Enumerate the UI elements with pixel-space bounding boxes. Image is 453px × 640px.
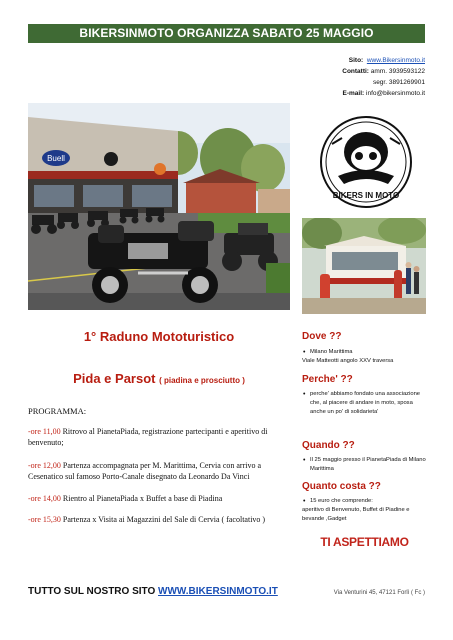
site-link[interactable]: www.Bikersinmoto.it <box>366 57 425 64</box>
dealership-photo <box>28 103 290 310</box>
buell-sign: Buell <box>47 154 65 163</box>
logo-text: BIKERS IN MOTO <box>332 191 400 200</box>
perche-heading: Perche' ?? <box>302 374 353 385</box>
program-item: -ore 12,00 Partenza accompagnata per M. Marittima, Cervia con arrivo a Cesenatico sul famoso Porto-Canale disegnato da Leonardo Da Vinci <box>28 461 262 481</box>
dove-heading: Dove ?? <box>302 331 342 342</box>
program-item: -ore 14,00 Rientro al PianetaPiada x Buffet a base di Piadina <box>28 494 223 503</box>
contact-segr: segr. 3891269901 <box>372 79 425 86</box>
perche-info: • perche' abbiamo fondato una associazione che, al piacere di andare in moto, sposa anche un po' di solidarieta' <box>302 390 427 417</box>
header-banner: BIKERSINMOTO ORGANIZZA SABATO 25 MAGGIO <box>28 24 425 43</box>
program-item: -ore 11,00 Ritrovo al PianetaPiada, registrazione partecipanti e aperitivo di benvenuto; <box>28 427 268 447</box>
email-label: E-mail: <box>342 90 365 97</box>
contacts-label: Contatti: <box>342 68 369 75</box>
quando-heading: Quando ?? <box>302 440 355 451</box>
quando-info: • Il 25 maggio presso il PianetaPiada di Milano Marittima <box>302 456 427 474</box>
contact-amm: amm. 3939593122 <box>370 68 425 75</box>
event-subtitle-note: ( piadina e prosciutto ) <box>159 376 245 385</box>
event-subtitle <box>28 371 290 386</box>
event-subtitle-main: Pida e Parsot <box>73 371 156 386</box>
site-label: Sito: <box>348 57 364 64</box>
costa-heading: Quanto costa ?? <box>302 481 381 492</box>
dove-info: • Milano Marittima Viale Matteotti angolo XXV traversa <box>302 348 427 366</box>
costa-info: • 15 euro che comprende: aperitivo di Benvenuto, Buffet di Piadine e bevande ,Gadget <box>302 497 427 524</box>
bikersinmoto-logo <box>318 114 414 210</box>
email-value: info@bikersinmoto.it <box>366 90 425 97</box>
event-title: 1° Raduno Mototuristico <box>83 329 235 344</box>
contacts-block <box>342 55 425 99</box>
kiosk-photo <box>302 218 426 314</box>
ti-aspettiamo-cta: TI ASPETTIAMO <box>320 535 409 549</box>
footer-address: Via Venturini 45, 47121 Forlì ( Fc ) <box>333 590 425 596</box>
footer-site-link[interactable]: WWW.BIKERSINMOTO.IT <box>158 586 278 597</box>
program-item: -ore 15,30 Partenza x Visita ai Magazzini del Sale di Cervia ( facoltativo ) <box>28 515 266 524</box>
program-heading: PROGRAMMA: <box>28 406 87 416</box>
footer-website: TUTTO SUL NOSTRO SITO WWW.BIKERSINMOTO.IT <box>28 586 278 597</box>
